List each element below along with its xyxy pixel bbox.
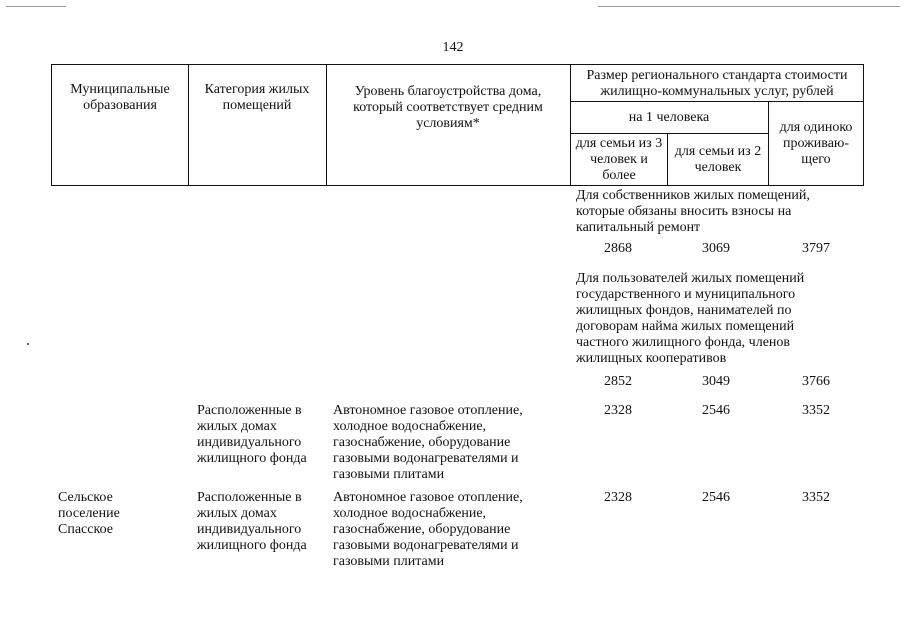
row-category: Расположенные в жилых домах индивидуального жилищного фонда	[197, 403, 307, 466]
row-level: Автономное газовое отопление, холодное водоснабжение, газоснабжение, оборудование газовыми водонагревателями и газовыми плитами	[333, 403, 523, 482]
section-users-title: Для пользователей жилых помещений государственного и муниципального жилищных фондов, нанимателей по договорам найма жилых помещений частного жилищного фонда, членов жилищных кооперативов	[576, 271, 805, 366]
header-single: для одиноко проживаю-щего	[779, 120, 853, 167]
owners-value-family3: 2868	[604, 241, 632, 256]
scan-artifact-right	[598, 6, 900, 7]
header-municipality: Муниципальные образования	[70, 82, 170, 113]
row-value-family2: 2546	[702, 403, 730, 418]
header-level: Уровень благоустройства дома, который соответствует средним условиям*	[353, 84, 543, 131]
row-value-family2: 2546	[702, 490, 730, 505]
owners-value-family2: 3069	[702, 241, 730, 256]
scan-dot	[27, 343, 29, 345]
row-value-single: 3352	[802, 403, 830, 418]
section-owners-title: Для собственников жилых помещений, которые обязаны вносить взносы на капитальный ремонт	[576, 188, 810, 235]
header-category: Категория жилых помещений	[204, 82, 310, 113]
scan-artifact-left	[6, 6, 66, 7]
users-value-single: 3766	[802, 374, 830, 389]
row-value-single: 3352	[802, 490, 830, 505]
header-standard: Размер регионального стандарта стоимости жилищно-коммунальных услуг, рублей	[586, 68, 848, 99]
header-family3: для семьи из 3 человек и более	[575, 136, 663, 183]
owners-value-single: 3797	[802, 241, 830, 256]
header-family2: для семьи из 2 человек	[674, 144, 762, 175]
header-per-person: на 1 человека	[628, 110, 710, 125]
row-municipality: Сельское поселение Спасское	[58, 490, 120, 537]
page-number: 142	[442, 40, 464, 55]
row-category: Расположенные в жилых домах индивидуального жилищного фонда	[197, 490, 307, 553]
row-value-family3: 2328	[604, 490, 632, 505]
users-value-family2: 3049	[702, 374, 730, 389]
row-value-family3: 2328	[604, 403, 632, 418]
users-value-family3: 2852	[604, 374, 632, 389]
row-level: Автономное газовое отопление, холодное водоснабжение, газоснабжение, оборудование газовыми водонагревателями и газовыми плитами	[333, 490, 523, 569]
